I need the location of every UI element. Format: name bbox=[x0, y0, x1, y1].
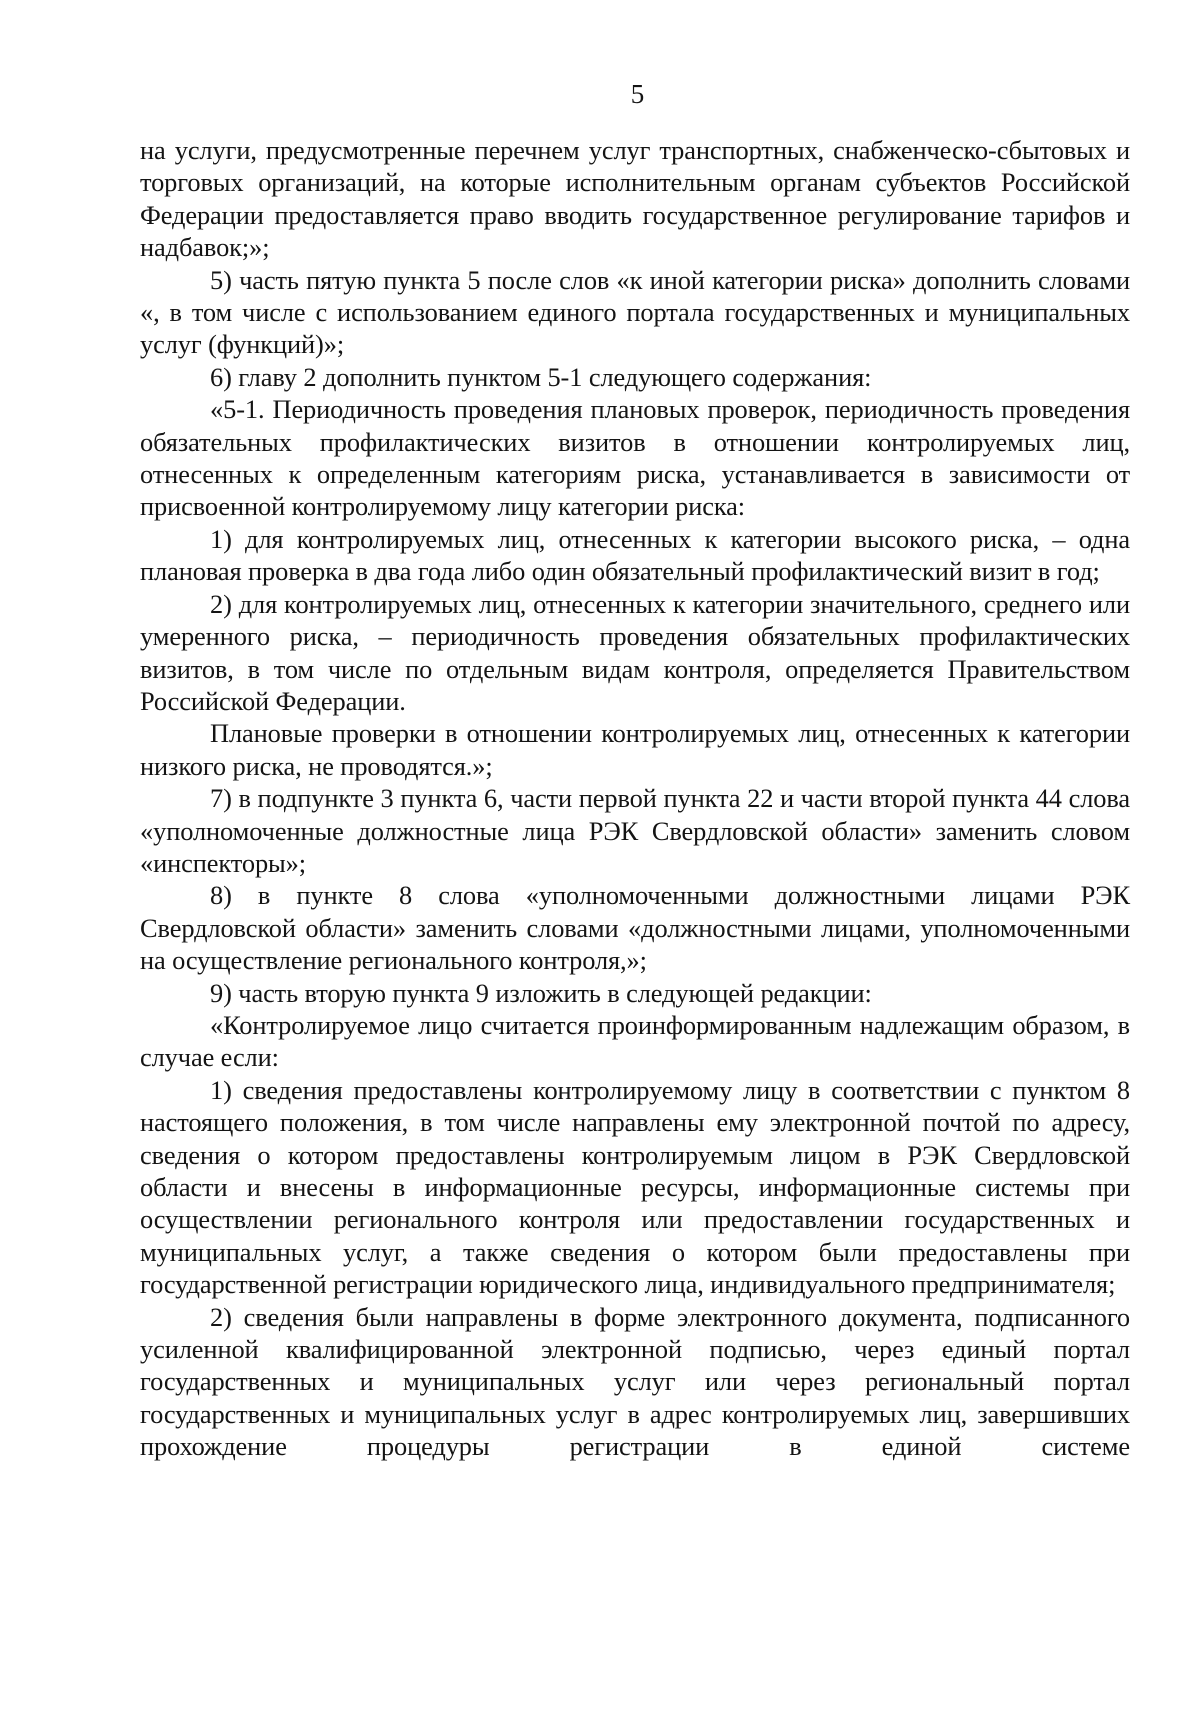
paragraph: Плановые проверки в отношении контролируемых лиц, отнесенных к категории низкого риска, не проводятся.»; bbox=[140, 718, 1130, 781]
paragraph: 6) главу 2 дополнить пунктом 5-1 следующего содержания: bbox=[210, 361, 872, 392]
paragraph: 8) в пункте 8 слова «уполномоченными должностными лицами РЭК Свердловской области» заменить словами «должностными лицами, уполномоченными на осуществление регионального контроля,»; bbox=[140, 880, 1130, 976]
paragraph: 2) сведения были направлены в форме электронного документа, подписанного усиленной квалифицированной электронной подписью, через единый портал государственных и муниципальных услуг или через региональный портал государственных и муниципальных услуг в адрес контролируемых лиц, завершивших прохождение процедуры регистрации в единой системе bbox=[140, 1301, 1130, 1462]
paragraph: «5-1. Периодичность проведения плановых проверок, периодичность проведения обязательных профилактических визитов в отношении контролируемых лиц, отнесенных к определенным категориям риска, устанавливается в зависимости от присвоенной контролируемому лицу категории риска: bbox=[140, 394, 1130, 522]
paragraph: 5) часть пятую пункта 5 после слов «к иной категории риска» дополнить словами «, в том числе с использованием единого портала государственных и муниципальных услуг (функций)»; bbox=[140, 264, 1130, 360]
page-number: 5 bbox=[630, 79, 645, 109]
paragraph: «Контролируемое лицо считается проинформированным надлежащим образом, в случае если: bbox=[140, 1009, 1130, 1073]
document-body bbox=[140, 134, 1130, 1463]
paragraph: на услуги, предусмотренные перечнем услуг транспортных, снабженческо-сбытовых и торговых организаций, на которые исполнительным органам субъектов Российской Федерации предоставляется право вводить государственное регулирование тарифов и надбавок;»; bbox=[140, 135, 1130, 263]
paragraph: 9) часть вторую пункта 9 изложить в следующей редакции: bbox=[210, 977, 872, 1008]
paragraph: 2) для контролируемых лиц, отнесенных к категории значительного, среднего или умеренного риска, – периодичность проведения обязательных профилактических визитов, в том числе по отдельным видам контроля, определяется Правительством Российской Федерации. bbox=[140, 588, 1130, 716]
paragraph: 7) в подпункте 3 пункта 6, части первой пункта 22 и части второй пункта 44 слова «уполномоченные должностные лица РЭК Свердловской области» заменить словом «инспекторы»; bbox=[140, 783, 1130, 878]
paragraph: 1) сведения предоставлены контролируемому лицу в соответствии с пунктом 8 настоящего положения, в том числе направлены ему электронной почтой по адресу, сведения о котором предоставлены контролируемым лицом в РЭК Свердловской области и внесены в информационные ресурсы, информационные системы при осуществлении регионального контроля или предоставлении государственных и муниципальных услуг, а также сведения о котором были предоставлены при государственной регистрации юридического лица, индивидуального предпринимателя; bbox=[140, 1074, 1130, 1300]
paragraph: 1) для контролируемых лиц, отнесенных к категории высокого риска, – одна плановая проверка в два года либо один обязательный профилактический визит в год; bbox=[140, 523, 1130, 587]
